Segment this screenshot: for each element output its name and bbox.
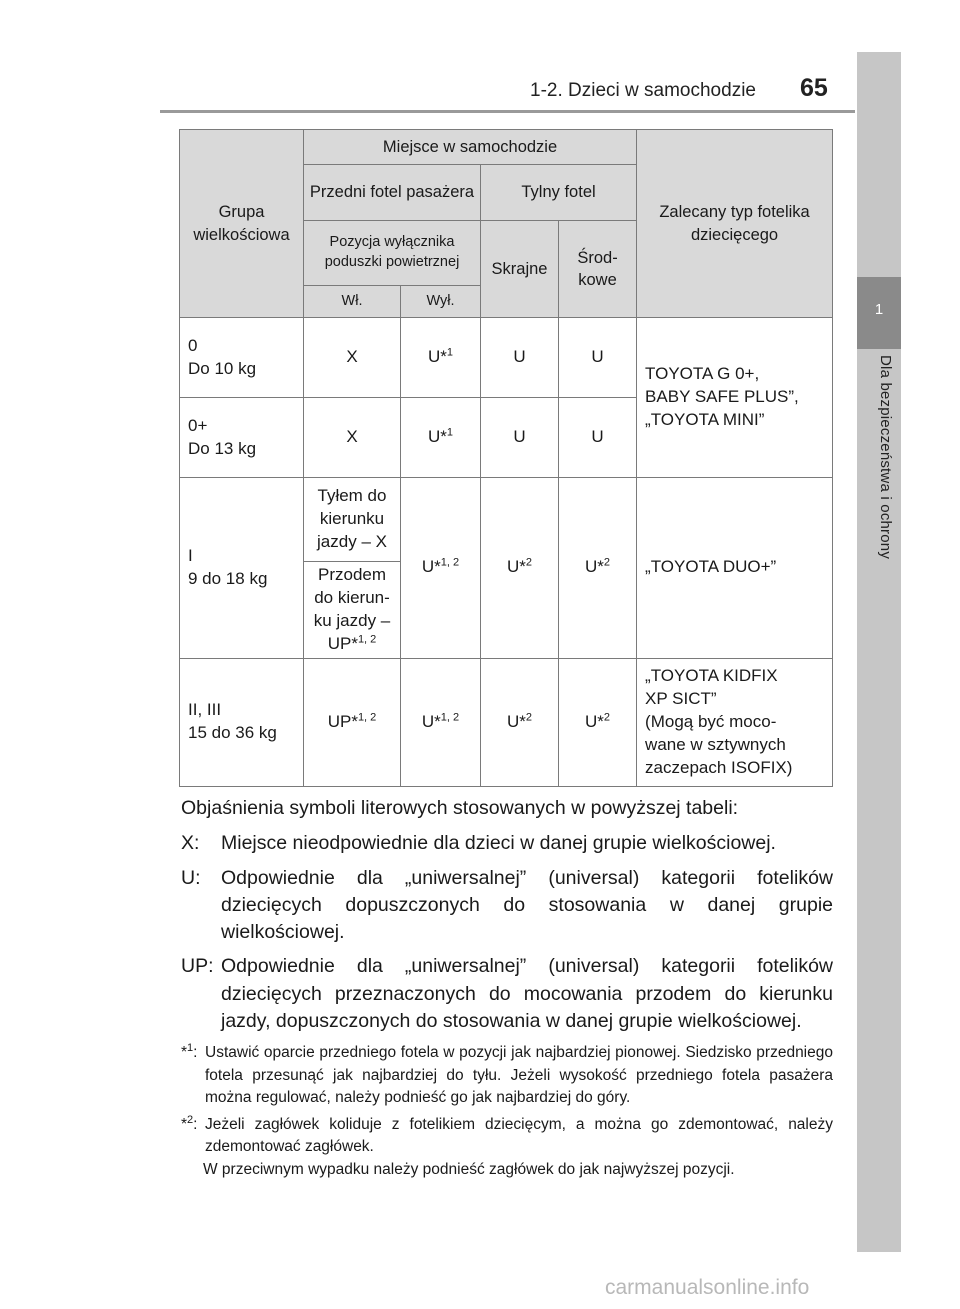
legend-item-x: X: Miejsce nieodpowiednie dla dzieci w danej grupie wielkościowej. — [181, 832, 776, 855]
child-seat-table — [179, 129, 833, 787]
header-airbag-on: Wł. — [304, 286, 401, 318]
chapter-tab — [857, 277, 901, 349]
cell-airbag-on: X — [304, 318, 401, 398]
cell-center: U — [559, 318, 637, 398]
header-recommended: Zalecany typ fotelika dziecięcego — [637, 130, 833, 318]
cell-outboard: U*$^2$ — [481, 478, 559, 659]
chapter-sidebar — [857, 52, 901, 1252]
table-row — [180, 478, 833, 562]
watermark: carmanualsonline.info — [605, 1276, 810, 1299]
header-rear-seat: Tylny fotel — [481, 165, 637, 221]
cell-center: U*$^2$ — [559, 658, 637, 786]
recommended-seat: TOYOTA G 0+, BABY SAFE PLUS”, „TOYOTA MINI” — [637, 318, 833, 478]
page-number: 65 — [800, 74, 828, 102]
header-front-seat: Przedni fotel pasażera — [304, 165, 481, 221]
cell-forward-facing: Przodem do kierun- ku jazdy – UP*$^{1, 2}$ — [304, 562, 401, 659]
recommended-seat: „TOYOTA KIDFIX XP SICT” (Mogą być moco- wane w sztywnych zaczepach ISOFIX) — [637, 658, 833, 786]
cell-outboard: U — [481, 318, 559, 398]
weight-label: 15 do 36 kg — [188, 723, 277, 743]
weight-label: Do 10 kg — [188, 358, 257, 378]
cell-airbag-off: U*$^{1, 2}$ — [401, 658, 481, 786]
table-row — [180, 658, 833, 786]
header-airbag-off: Wył. — [401, 286, 481, 318]
cell-outboard: U*$^2$ — [481, 658, 559, 786]
footnote-2-continued: W przeciwnym wypadku należy podnieść zagłówek do jak najwyższej pozycji. — [203, 1160, 735, 1178]
weight-label: Do 13 kg — [188, 438, 257, 458]
cell-rear-facing: Tyłem do kierunku jazdy – X — [304, 478, 401, 562]
weight-label: 9 do 18 kg — [188, 568, 268, 588]
chapter-title: Dla bezpieczeństwa i ochrony — [877, 355, 894, 560]
group-label: II, III — [188, 700, 222, 720]
group-label: 0 — [188, 335, 198, 355]
legend-item-u: U: Odpowiednie dla „uniwersalnej” (universal) kategorii fotelików dziecięcych dopuszczonych do stosowania w danej grupie wielkościowej. — [181, 866, 833, 944]
header-place: Miejsce w samochodzie — [304, 130, 637, 165]
legend-intro: Objaśnienia symboli literowych stosowanych w powyższej tabeli: — [181, 797, 739, 819]
group-label: I — [188, 545, 193, 565]
header-group: Grupa wielkościowa — [180, 130, 304, 318]
table-row — [180, 318, 833, 398]
legend-item-up: UP: Odpowiednie dla „uniwersalnej” (universal) kategorii fotelików dziecięcych przeznaczonych do mocowania przodem do kierunku jazdy, dopuszczonych do stosowania w danej grupie wielkościowej. — [181, 955, 833, 1033]
header-airbag-switch: Pozycja wyłącznika poduszki powietrznej — [304, 221, 481, 286]
header-outboard: Skrajne — [481, 221, 559, 318]
header-divider — [160, 110, 855, 113]
section-title: 1-2. Dzieci w samochodzie — [530, 80, 756, 101]
cell-center: U*$^2$ — [559, 478, 637, 659]
footnote-2: *$^2$: Jeżeli zagłówek koliduje z fotelikiem dziecięcym, a można go zdemontować, należy zdemontować zagłówek. — [181, 1113, 833, 1156]
header-center: Środ-kowe — [559, 221, 637, 318]
footnote-1: *$^1$: Ustawić oparcie przedniego fotela w pozycji jak najbardziej pionowej. Siedzisko przedniego fotela przesunąć jak najbardziej do tyłu. Jeżeli wysokość przedniego fotela pasażera można regulować, należy podnieść go jak najbardziej do góry. — [181, 1042, 833, 1107]
cell-airbag-off: U*$^1$ — [401, 398, 481, 478]
cell-airbag-off: U*$^{1, 2}$ — [401, 478, 481, 659]
chapter-number: 1 — [874, 301, 884, 318]
cell-airbag-off: U*$^1$ — [401, 318, 481, 398]
group-label: 0+ — [188, 415, 208, 435]
legend-notes — [181, 795, 833, 1181]
recommended-seat: „TOYOTA DUO+” — [637, 478, 833, 659]
cell-outboard: U — [481, 398, 559, 478]
cell-airbag-on: UP*$^{1, 2}$ — [304, 658, 401, 786]
cell-airbag-on: X — [304, 398, 401, 478]
cell-center: U — [559, 398, 637, 478]
